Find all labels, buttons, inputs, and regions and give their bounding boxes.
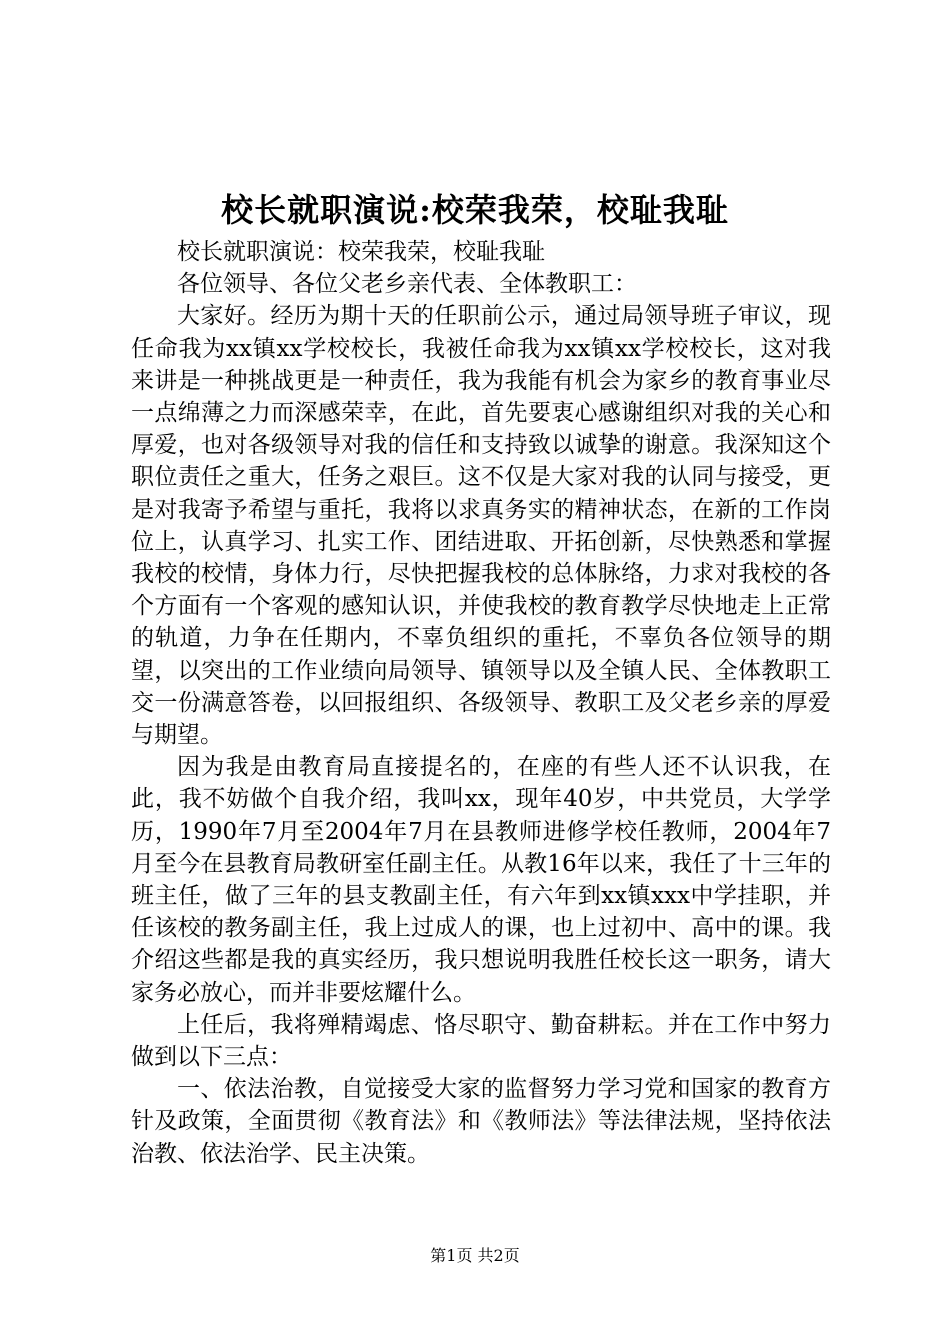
paragraph-commitment: 上任后，我将殚精竭虑、恪尽职守、勤奋耕耘。并在工作中努力做到以下三点：: [131, 1011, 831, 1071]
paragraph-subtitle: 校长就职演说：校荣我荣，校耻我耻: [177, 239, 545, 265]
document-body: [131, 236, 831, 1170]
document-title: 校长就职演说:校荣我荣，校耻我耻: [221, 191, 729, 229]
paragraph-introduction: 因为我是由教育局直接提名的，在座的有些人还不认识我，在此，我不妨做个自我介绍，我叫xx，现年40岁，中共党员，大学学历，1990年7月至2004年7月在县教师进修学校任教师，2004年7月至今在县教育局教研室任副主任。从教16年以来，我任了十三年的班主任，做了三年的县支教副主任，有六年到xx镇xxx中学挂职，并任该校的教务副主任，我上过成人的课，也上过初中、高中的课。我介绍这些都是我的真实经历，我只想说明我胜任校长这一职务，请大家务必放心，而并非要炫耀什么。: [131, 754, 831, 1006]
paragraph-salutation: 各位领导、各位父老乡亲代表、全体教职工：: [177, 271, 637, 298]
page-number-footer: 第1页 共2页: [430, 1246, 520, 1265]
paragraph-greeting: 大家好。经历为期十天的任职前公示，通过局领导班子审议，现任命我为xx镇xx学校校长，我被任命我为xx镇xx学校校长，这对我来讲是一种挑战更是一种责任，我为我能有机会为家乡的教育事业尽一点绵薄之力而深感荣幸，在此，首先要衷心感谢组织对我的关心和厚爱，也对各级领导对我的信任和支持致以诚挚的谢意。我深知这个职位责任之重大，任务之艰巨。这不仅是大家对我的认同与接受，更是对我寄予希望与重托，我将以求真务实的精神状态，在新的工作岗位上，认真学习、扎实工作、团结进取、开拓创新，尽快熟悉和掌握我校的校情，身体力行，尽快把握我校的总体脉络，力求对我校的各个方面有一个客观的感知认识，并使我校的教育教学尽快地走上正常的轨道，力争在任期内，不辜负组织的重托，不辜负各位领导的期望，以突出的工作业绩向局领导、镇领导以及全镇人民、全体教职工交一份满意答卷，以回报组织、各级领导、教职工及父老乡亲的厚爱与期望。: [131, 303, 831, 749]
paragraph-point-one: 一、依法治教，自觉接受大家的监督努力学习党和国家的教育方针及政策，全面贯彻《教育法》和《教师法》等法律法规，坚持依法治教、依法治学、民主决策。: [131, 1076, 831, 1167]
